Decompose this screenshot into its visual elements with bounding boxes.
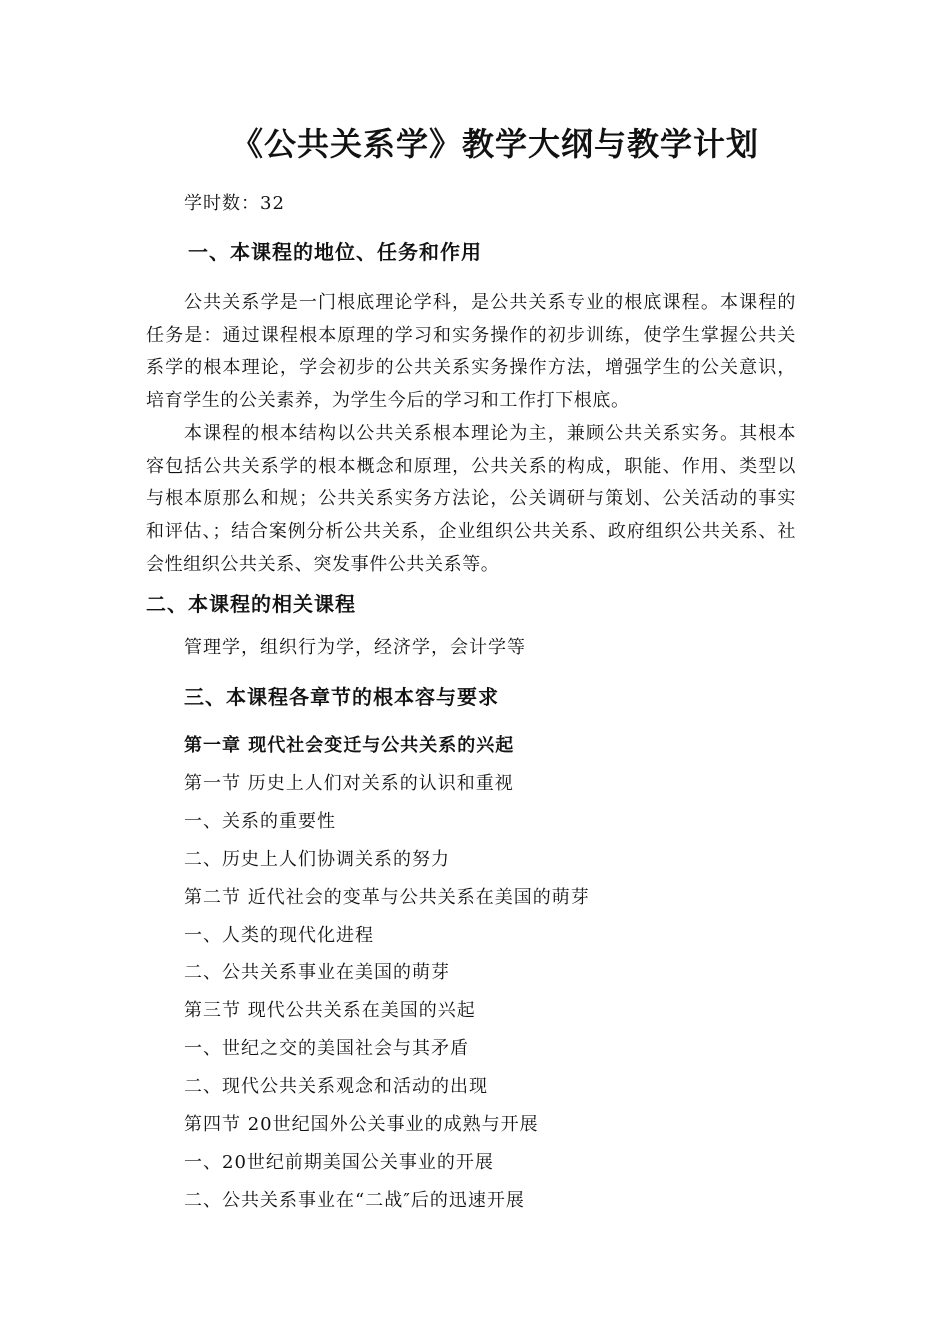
course-hours: 学时数：32 (184, 193, 285, 214)
outline-item: 二、现代公共关系观念和活动的出现 (184, 1076, 488, 1097)
section-heading-3: 三、本课程各章节的根本容与要求 (184, 685, 499, 709)
outline-item: 第二节 近代社会的变革与公共关系在美国的萌芽 (184, 887, 590, 908)
section-1-paragraph-2: 本课程的根本结构以公共关系根本理论为主，兼顾公共关系实务。其根本容包括公共关系学的根本概念和原理，公共关系的构成，职能、作用、类型以与根本原那么和规；公共关系实务方法论，公关调研与策划、公关活动的事实和评估、；结合案例分析公共关系，企业组织公共关系、政府组织公共关系、社会性组织公共关系、突发事件公共关系等。 (146, 423, 796, 575)
outline-item: 二、历史上人们协调关系的努力 (184, 849, 450, 870)
section-1-paragraph-1: 公共关系学是一门根底理论学科，是公共关系专业的根底课程。本课程的任务是：通过课程根本原理的学习和实务操作的初步训练，使学生掌握公共关系学的根本理论，学会初步的公共关系实务操作方法，增强学生的公关意识，培育学生的公关素养，为学生今后的学习和工作打下根底。 (146, 292, 796, 412)
section-heading-2: 二、本课程的相关课程 (146, 592, 356, 616)
outline-item: 一、20世纪前期美国公关事业的开展 (184, 1152, 494, 1173)
outline-item: 一、关系的重要性 (184, 811, 336, 832)
outline-item: 一、世纪之交的美国社会与其矛盾 (184, 1038, 469, 1059)
chapter-heading: 第一章 现代社会变迁与公共关系的兴起 (184, 735, 515, 756)
related-courses-text: 管理学，组织行为学，经济学，会计学等 (184, 637, 526, 658)
document-title: 《公共关系学》教学大纲与教学计划 (230, 125, 759, 163)
outline-item: 一、人类的现代化进程 (184, 925, 374, 946)
outline-item: 二、公共关系事业在美国的萌芽 (184, 962, 450, 983)
outline-item: 第一节 历史上人们对关系的认识和重视 (184, 773, 514, 794)
section-heading-1: 一、本课程的地位、任务和作用 (188, 240, 482, 264)
outline-item: 第三节 现代公共关系在美国的兴起 (184, 1000, 476, 1021)
outline-item: 第四节 20世纪国外公关事业的成熟与开展 (184, 1114, 539, 1135)
outline-item: 二、公共关系事业在“二战″后的迅速开展 (184, 1190, 525, 1211)
